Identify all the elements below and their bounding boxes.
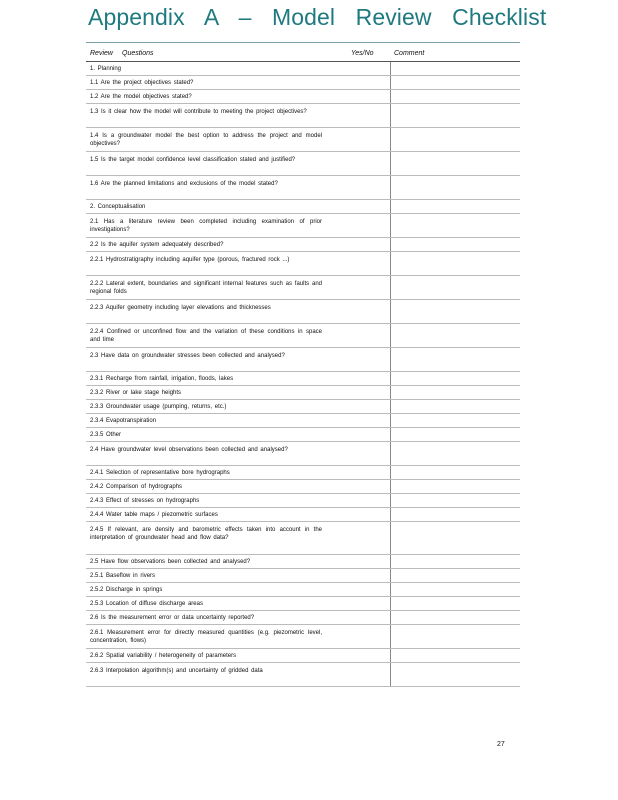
question-text: 2.2.4 Confined or unconfined flow and the variation of these conditions in space and time <box>90 329 322 343</box>
table-row <box>86 480 520 494</box>
question-text: 2.5.3 Location of diffuse discharge areas <box>90 601 203 607</box>
question-text: 2.1 Has a literature review been completed including examination of prior investigations? <box>90 219 322 233</box>
question-text: 2.3.1 Recharge from rainfall, irrigation, floods, lakes <box>90 376 234 382</box>
question-text: 2.4 Have groundwater level observations been collected and analysed? <box>90 447 288 453</box>
question-text: 1.3 Is it clear how the model will contribute to meeting the project objectives? <box>90 109 307 115</box>
table-row <box>86 611 520 625</box>
question-text: 2.2.3 Aquifer geometry including layer elevations and thicknesses <box>90 305 271 311</box>
question-text: 2.4.2 Comparison of hydrographs <box>90 484 183 490</box>
table-row <box>86 372 520 386</box>
question-text: 1.2 Are the model objectives stated? <box>90 94 192 100</box>
question-text: 1.4 Is a groundwater model the best option to address the project and model objectives? <box>90 133 322 147</box>
question-text: 2.5 Have flow observations been collected and analysed? <box>90 559 251 565</box>
table-row <box>86 569 520 583</box>
table-header <box>86 47 520 62</box>
table-row <box>86 522 520 555</box>
question-text: 2.3 Have data on groundwater stresses been collected and analysed? <box>90 353 285 359</box>
table-body <box>86 62 520 687</box>
checklist-table <box>86 47 520 687</box>
table-row <box>86 62 520 76</box>
table-row <box>86 649 520 663</box>
question-text: 1.1 Are the project objectives stated? <box>90 80 194 86</box>
header-questions: Questions <box>122 50 154 57</box>
page-number: 27 <box>497 741 505 748</box>
table-row <box>86 300 520 324</box>
question-text: 1.6 Are the planned limitations and exclusions of the model stated? <box>90 181 278 187</box>
table-row <box>86 214 520 238</box>
question-text: 2. Conceptualisation <box>90 204 146 210</box>
table-row <box>86 386 520 400</box>
header-review: Review <box>90 50 113 57</box>
table-row <box>86 276 520 300</box>
table-row <box>86 200 520 214</box>
table-row <box>86 663 520 687</box>
table-row <box>86 252 520 276</box>
header-comment: Comment <box>394 50 425 57</box>
header-yesno: Yes/No <box>351 50 374 57</box>
question-text: 2.6 Is the measurement error or data uncertainty reported? <box>90 615 255 621</box>
question-text: 2.6.3 Interpolation algorithm(s) and uncertainty of gridded data <box>90 668 263 674</box>
table-row <box>86 508 520 522</box>
table-row <box>86 348 520 372</box>
table-row <box>86 76 520 90</box>
question-text: 2.5.1 Baseflow in rivers <box>90 573 156 579</box>
page-title: Appendix A – Model Review Checklist <box>88 4 547 30</box>
table-row <box>86 414 520 428</box>
question-text: 1.5 Is the target model confidence level classification stated and justified? <box>90 157 296 163</box>
question-text: 2.4.4 Water table maps / piezometric surfaces <box>90 512 218 518</box>
question-text: 2.3.2 River or lake stage heights <box>90 390 182 396</box>
question-text: 2.3.4 Evapotranspiration <box>90 418 157 424</box>
table-row <box>86 104 520 128</box>
table-row <box>86 90 520 104</box>
table-row <box>86 324 520 348</box>
question-text: 2.2.1 Hydrostratigraphy including aquifer type (porous, fractured rock ...) <box>90 257 290 263</box>
question-text: 2.3.3 Groundwater usage (pumping, returns, etc.) <box>90 404 227 410</box>
table-row <box>86 428 520 442</box>
table-row <box>86 152 520 176</box>
table-row <box>86 400 520 414</box>
question-text: 2.5.2 Discharge in springs <box>90 587 163 593</box>
table-row <box>86 597 520 611</box>
question-text: 2.6.2 Spatial variability / heterogeneity of parameters <box>90 653 237 659</box>
question-text: 2.4.3 Effect of stresses on hydrographs <box>90 498 200 504</box>
question-text: 2.6.1 Measurement error for directly measured quantities (e.g. piezometric level, concentration, flows) <box>90 630 322 644</box>
table-row <box>86 176 520 200</box>
table-row <box>86 555 520 569</box>
question-text: 2.2 Is the aquifer system adequately described? <box>90 242 224 248</box>
question-text: 2.4.5 If relevant, are density and barometric effects taken into account in the interpretation of groundwater head and flow data? <box>90 527 322 541</box>
table-row <box>86 238 520 252</box>
table-row <box>86 128 520 152</box>
question-text: 2.2.2 Lateral extent, boundaries and significant internal features such as faults and regional folds <box>90 281 322 295</box>
title-divider <box>86 42 520 43</box>
question-text: 2.3.5 Other <box>90 432 122 438</box>
question-text: 1. Planning <box>90 66 122 72</box>
table-row <box>86 466 520 480</box>
table-row <box>86 583 520 597</box>
table-row <box>86 625 520 649</box>
table-row <box>86 442 520 466</box>
question-text: 2.4.1 Selection of representative bore hydrographs <box>90 470 230 476</box>
table-row <box>86 494 520 508</box>
